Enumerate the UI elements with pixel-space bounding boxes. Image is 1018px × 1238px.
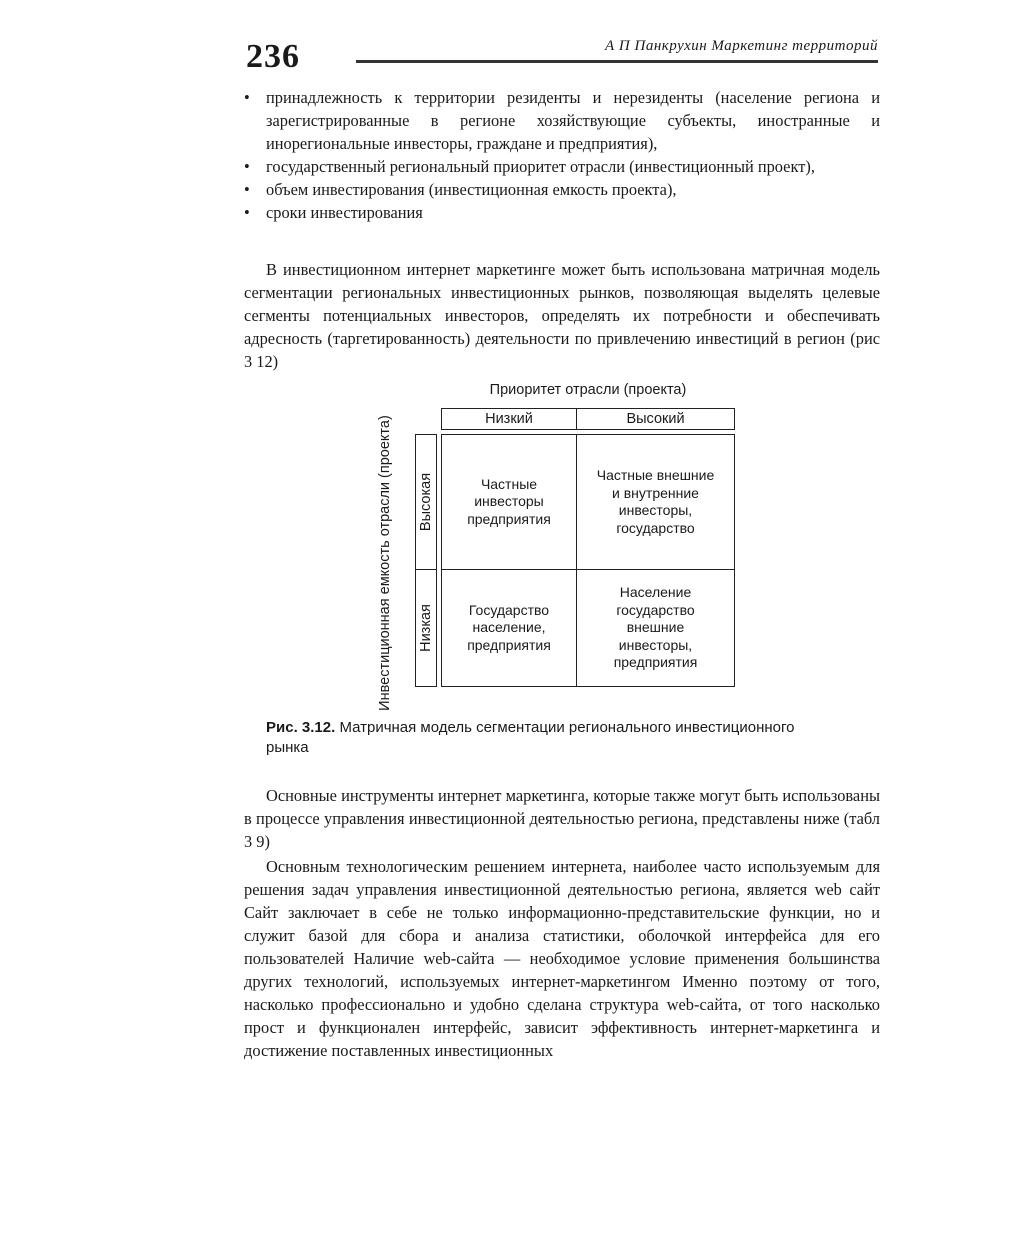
bullet-item: • сроки инвестирования — [244, 201, 880, 224]
matrix-cell-low-capacity-high-priority — [576, 569, 735, 687]
figure-row-high-label: Высокая — [418, 472, 434, 532]
header-rule — [356, 60, 878, 63]
figure-caption-text: Матричная модель сегментации регионального инвестиционного рынка — [266, 719, 795, 756]
matrix-cell-text: Частные инвесторы предприятия — [467, 475, 551, 527]
bullet-item: • принадлежность к территории резиденты и нерезиденты (население региона и зарегистрированные в регионе хозяйствующие субъекты, иностранные и инорегиональные инвесторы, граждане и предприятия), — [244, 86, 880, 155]
matrix-cell-low-capacity-low-priority — [441, 569, 577, 687]
matrix-cell-high-capacity-high-priority — [576, 434, 735, 570]
figure-top-axis-title: Приоритет отрасли (проекта) — [489, 382, 687, 398]
matrix-cell-high-capacity-low-priority — [441, 434, 577, 570]
figure-left-axis-title: Инвестиционная емкость отрасли (проекта) — [377, 415, 393, 711]
figure-column-high: Высокий — [576, 408, 735, 430]
bullet-item: • объем инвестирования (инвестиционная емкость проекта), — [244, 178, 880, 201]
paragraph-matrix-intro: В инвестиционном интернет маркетинге может быть использована матричная модель сегментации региональных инвестиционных рынков, позволяющая выделять целевые сегменты потенциальных инвесторов, определять их потребности и обеспечивать адресность (таргетированность) деятельности по привлечению инвестиций в регион (рис 3 12) — [244, 260, 880, 371]
page-number: 236 — [246, 38, 300, 75]
running-head: А П Панкрухин Маркетинг территорий — [605, 38, 878, 54]
figure-row-low-label: Низкая — [418, 604, 434, 652]
paragraph-tools: Основные инструменты интернет маркетинга, которые также могут быть использованы в процессе управления инвестиционной деятельностью региона, представлены ниже (табл 3 9) — [244, 786, 880, 851]
figure-column-low: Низкий — [441, 408, 577, 430]
matrix-cell-text: Население государство внешние инвесторы, предприятия — [613, 584, 698, 671]
bullet-list — [244, 86, 880, 224]
bullet-item: • государственный региональный приоритет отрасли (инвестиционный проект), — [244, 155, 880, 178]
paragraph-website: Основным технологическим решением интернета, наиболее часто используемым для решения задач управления инвестиционной деятельностью региона, является web сайт Сайт заключает в себе не только информационно-представительские функции, но и служит базой для сбора и анализа статистики, оболочкой интерфейса для его пользователей Наличие web-сайта — необходимое условие применения большинства других технологий, используемых интернет-маркетингом Именно поэтому от того, насколько профессионально и удобно сделана структура web-сайта, от того насколько прост и функционален интерфейс, зависит эффективность интернет-маркетинга и достижение поставленных инвестиционных — [244, 857, 880, 1060]
matrix-cell-text: Частные внешние и внутренние инвесторы, государство — [596, 467, 715, 536]
figure-caption-label: Рис. 3.12. — [266, 719, 336, 736]
matrix-cell-text: Государство население, предприятия — [467, 601, 551, 653]
figure-caption — [266, 718, 826, 758]
